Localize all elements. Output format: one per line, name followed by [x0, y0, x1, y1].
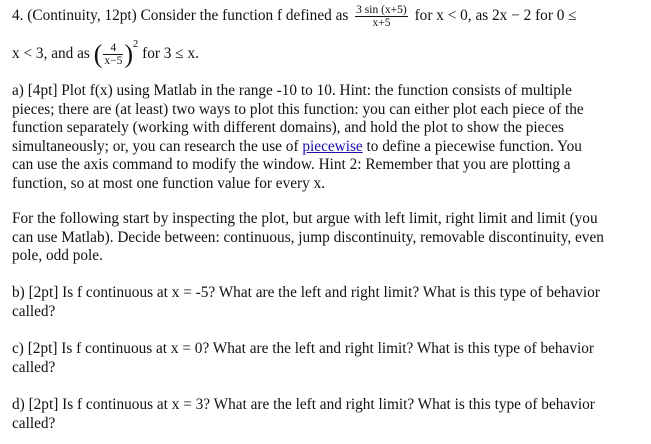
part-a-line-with-link	[12, 138, 584, 157]
fraction-sin	[355, 4, 408, 29]
problem-label: 4. (Continuity, 12pt) Consider the function f defined as	[12, 7, 349, 25]
fraction-sin-numerator: 3 sin (x+5)	[356, 4, 407, 16]
fraction-pole	[103, 42, 123, 67]
piecewise-link[interactable]: piecewise	[302, 137, 363, 155]
part-a-line: function separately (working with different domains), and hold the plot to show the pieces	[12, 119, 564, 136]
part-a-line: can use the axis command to modify the window. Hint 2: Remember that you are plotting a	[12, 156, 571, 173]
right-paren: )	[124, 39, 134, 69]
part-a-paragraph	[12, 82, 584, 193]
part-c-paragraph	[12, 340, 594, 377]
part-b-line: b) [2pt] Is f continuous at x = -5? What are the left and right limit? What is this type of behavior	[12, 284, 600, 301]
part-d-line: called?	[12, 414, 56, 432]
part-a-line: function, so at most one function value for every x.	[12, 174, 326, 192]
fraction-pole-numerator: 4	[103, 42, 123, 55]
intro-paragraph	[12, 210, 604, 266]
piece-three-intro: x < 3, and as	[12, 45, 90, 62]
part-d-paragraph	[12, 396, 595, 433]
left-paren: (	[93, 39, 103, 69]
problem-header-line-1	[12, 4, 577, 29]
part-d-line: d) [2pt] Is f continuous at x = 3? What are the left and right limit? What is this type of behavior	[12, 396, 595, 413]
piece-two-text: for x < 0, as 2x − 2 for 0 ≤	[414, 7, 577, 25]
part-a-link-suffix: to define a piecewise function. You	[366, 137, 582, 155]
piece-three-domain: for 3 ≤ x.	[142, 45, 199, 62]
intro-line: can use Matlab). Decide between: continuous, jump discontinuity, removable discontinuity, even	[12, 228, 604, 246]
part-b-line: called?	[12, 302, 56, 320]
intro-line: For the following start by inspecting the plot, but argue with left limit, right limit and limit (you	[12, 210, 598, 227]
part-a-line: pieces; there are (at least) two ways to plot this function: you can either plot each piece of the	[12, 100, 584, 118]
problem-header-line-2	[12, 36, 199, 67]
fraction-pole-denominator: x−5	[104, 54, 123, 67]
part-a-line: a) [4pt] Plot f(x) using Matlab in the range -10 to 10. Hint: the function consists of multiple	[12, 82, 572, 99]
exponent: 2	[133, 39, 139, 50]
intro-line: pole, odd pole.	[12, 247, 103, 264]
part-b-paragraph	[12, 284, 600, 321]
part-a-link-prefix: simultaneously; or, you can research the use of	[12, 137, 299, 155]
part-c-line: called?	[12, 358, 56, 376]
fraction-sin-denominator: x+5	[372, 17, 391, 29]
part-c-line: c) [2pt] Is f continuous at x = 0? What are the left and right limit? What is this type of behavior	[12, 340, 594, 357]
